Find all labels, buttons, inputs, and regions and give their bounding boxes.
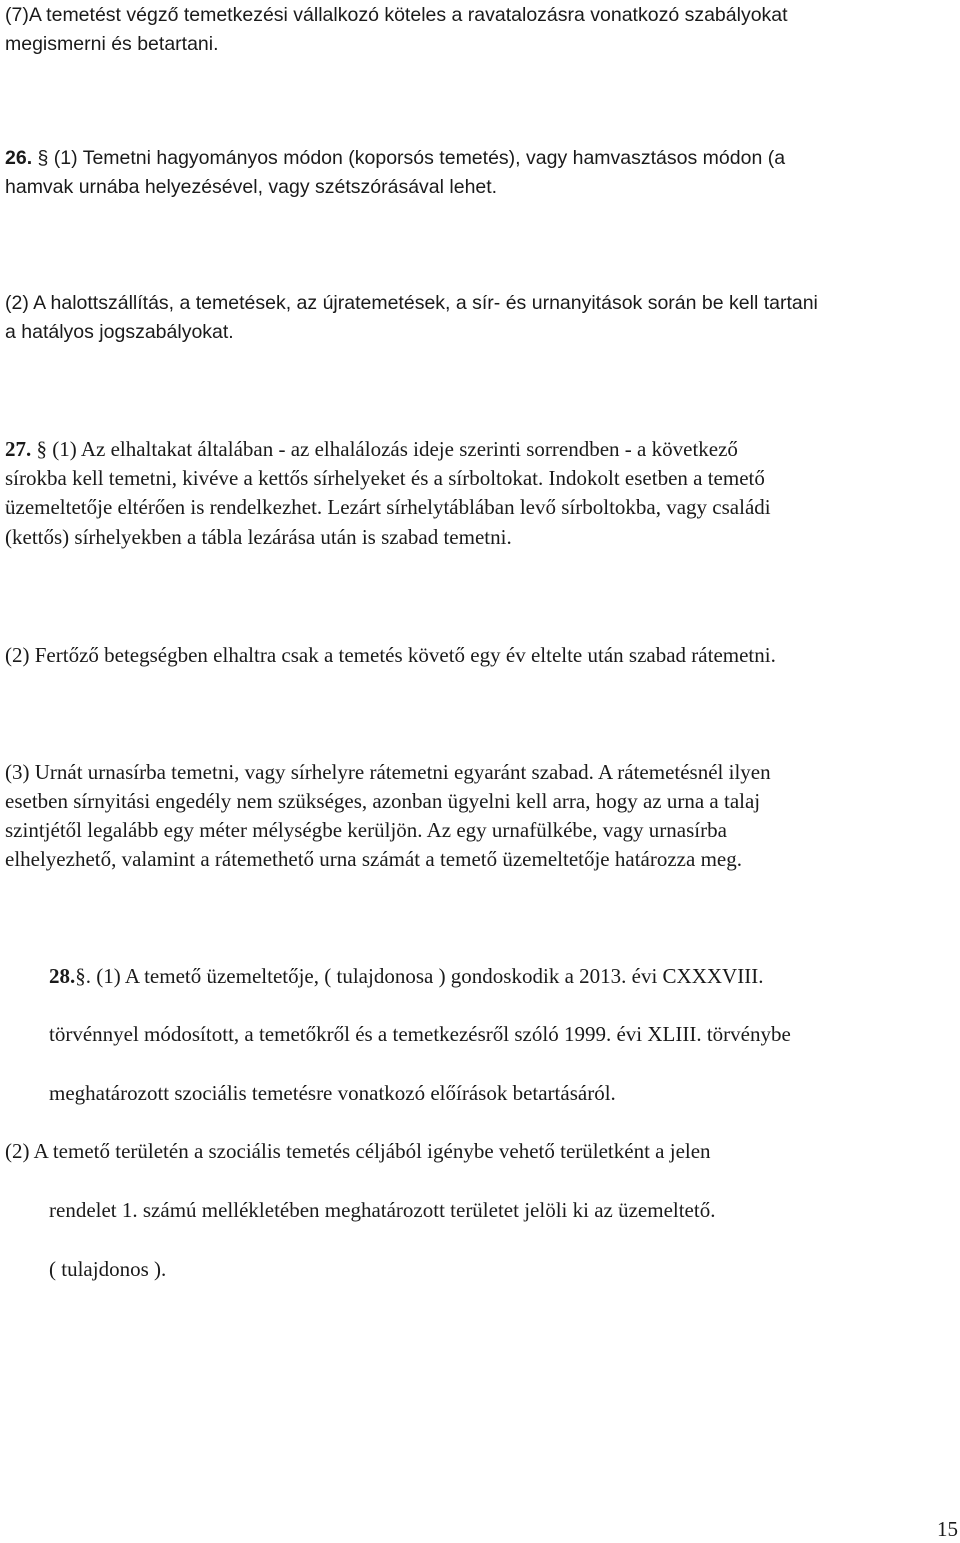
page-number: 15 (937, 1517, 958, 1541)
section-sign: § (75, 964, 86, 988)
section-sign: § (37, 147, 49, 169)
section-27-heading-line (5, 434, 738, 464)
section-26-heading-line (5, 143, 785, 173)
section-27-p3-line-3: szintjétől legalább egy méter mélységbe kerüljön. Az egy urnafülkébe, vagy urnasírba (5, 818, 727, 842)
section-27-p3-line-4: elhelyezhető, valamint a rátemethető urna számát a temető üzemeltetője határozza meg. (5, 847, 742, 871)
section-27-p3-line-2: esetben sírnyitási engedély nem szükséges, azonban ügyelni kell arra, hogy az urna a talaj (5, 789, 761, 813)
section-27-p2-line-1: (2) Fertőző betegségben elhaltra csak a temetés követő egy év eltelte után szabad rátemetni. (5, 643, 776, 667)
paragraph-25-7-line-1: (7)A temetést végző temetkezési vállalkozó köteles a ravatalozásra vonatkozó szabályokat (5, 4, 788, 26)
section-28-p2-line-2: rendelet 1. számú mellékletében meghatározott területet jelöli ki az üzemeltető. (49, 1198, 716, 1222)
section-28-p1-line-2: törvénnyel módosított, a temetőkről és a temetkezésről szóló 1999. évi XLIII. törvénybe (49, 1022, 791, 1046)
section-27-p1-line-3: üzemeltetője eltérően is rendelkezhet. Lezárt sírhelytáblában levő sírboltokba, vagy családi (5, 495, 771, 519)
section-26-p1-line-2: hamvak urnába helyezésével, vagy szétszórásával lehet. (5, 176, 498, 198)
section-26-number: 26. (5, 147, 33, 169)
section-28-p2-line-1: (2) A temető területén a szociális temetés céljából igénybe vehető területként a jelen (5, 1139, 711, 1163)
section-26-p2-line-2: a hatályos jogszabályokat. (5, 321, 234, 343)
section-28-number: 28. (49, 964, 76, 988)
section-27-p1-line-4: (kettős) sírhelyekben a tábla lezárása után is szabad temetni. (5, 525, 512, 549)
paragraph-25-7-line-2: megismerni és betartani. (5, 33, 219, 55)
section-sign: § (36, 437, 47, 461)
section-28-p1-line-3: meghatározott szociális temetésre vonatkozó előírások betartásáról. (49, 1081, 616, 1105)
section-27-p1-line-2: sírokba kell temetni, kivéve a kettős sírhelyeket és a sírboltokat. Indokolt esetben a temető (5, 466, 765, 490)
section-28-p2-line-3: ( tulajdonos ). (49, 1257, 167, 1281)
section-28-heading-line (49, 961, 763, 991)
section-27-p3-line-1: (3) Urnát urnasírba temetni, vagy sírhelyre rátemetni egyaránt szabad. A rátemetésnél ilyen (5, 760, 771, 784)
section-26-p1-line-1: (1) Temetni hagyományos módon (koporsós temetés), vagy hamvasztásos módon (a (48, 147, 786, 169)
section-26-p2-line-1: (2) A halottszállítás, a temetések, az újratemetések, a sír- és urnanyitások során be kell tartani (5, 292, 818, 314)
section-28-p1-line-1: . (1) A temető üzemeltetője, ( tulajdonosa ) gondoskodik a 2013. évi CXXXVIII. (85, 964, 764, 988)
section-27-number: 27. (5, 437, 32, 461)
section-27-p1-line-1: (1) Az elhaltakat általában - az elhalálozás ideje szerinti sorrendben - a következő (47, 437, 738, 461)
